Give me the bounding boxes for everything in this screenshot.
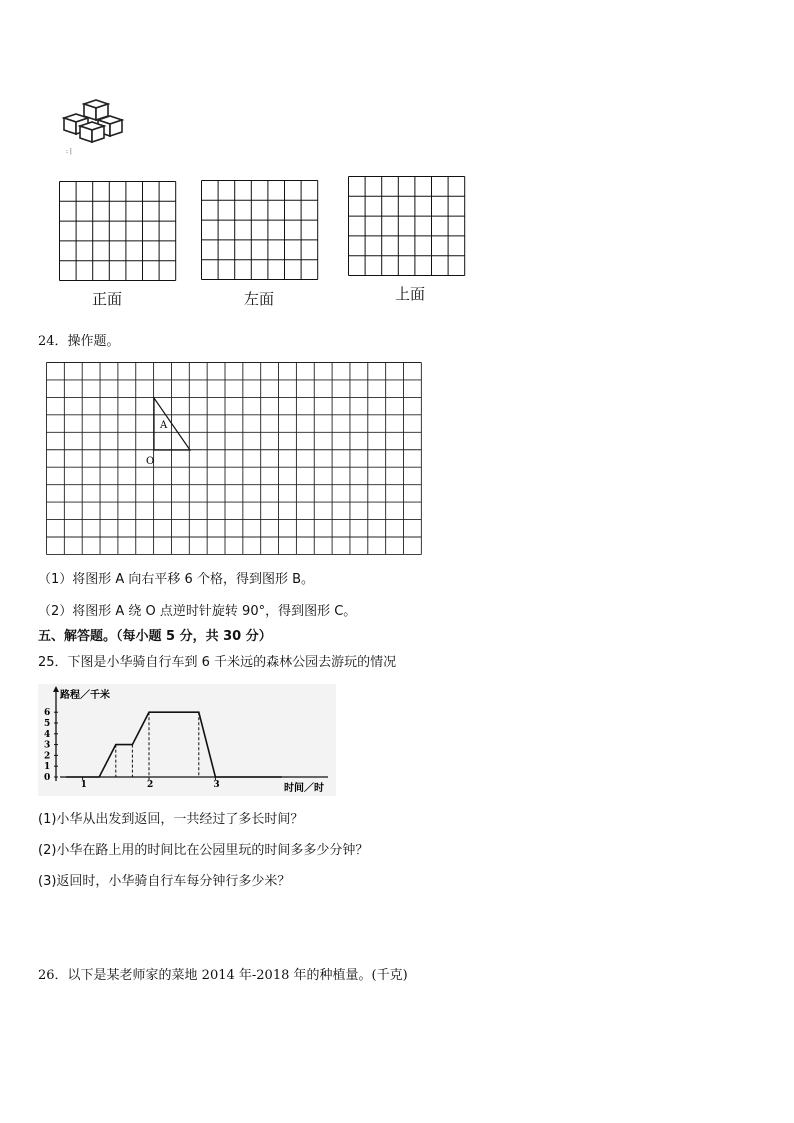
left-view-label: 左面 (244, 290, 275, 308)
point-o-label: O (146, 456, 155, 467)
q24-task-1: （1）将图形 A 向右平移 6 个格，得到图形 B。 (38, 572, 315, 587)
q24-title: 24．操作题。 (38, 334, 120, 349)
q25-title: 25．下图是小华骑自行车到 6 千米远的森林公园去游玩的情况 (38, 655, 397, 670)
q26-title: 26．以下是某老师家的菜地 2014 年-2018 年的种植量。(千克) (38, 968, 408, 983)
section-5-title: 五、解答题。（每小题 5 分，共 30 分） (38, 629, 272, 644)
y-axis-label: 路程／千米 (60, 690, 110, 701)
q24-task-2: （2）将图形 A 绕 O 点逆时针旋转 90°，得到图形 C。 (38, 604, 357, 619)
y-tick-label: 6 (44, 708, 51, 719)
top-view-grid (348, 176, 466, 278)
q25-question-2: (2)小华在路上用的时间比在公园里玩的时间多多少分钟？ (38, 843, 369, 858)
y-tick-label: 0 (44, 773, 51, 783)
x-tick-label: 2 (147, 780, 154, 790)
q25-question-1: (1)小华从出发到返回，一共经过了多长时间？ (38, 812, 304, 827)
shape-a-label: A (160, 420, 168, 431)
x-axis-label: 时间／时 (284, 783, 324, 794)
y-tick-label: 1 (44, 762, 51, 773)
svg-text:: |: : | (66, 148, 72, 155)
top-view-label: 上面 (395, 285, 426, 303)
q25-question-3: (3)返回时，小华骑自行车每分钟行多少米？ (38, 874, 291, 889)
y-tick-label: 2 (44, 751, 51, 762)
y-tick-label: 5 (44, 719, 51, 729)
distance-time-chart (38, 684, 336, 796)
y-tick-label: 3 (44, 740, 51, 751)
y-tick-label: 4 (44, 729, 51, 740)
front-view-label: 正面 (92, 290, 123, 308)
x-tick-label: 3 (213, 780, 220, 790)
left-view-grid (201, 180, 319, 281)
operation-grid (46, 362, 424, 556)
cube-stack-figure (56, 96, 126, 156)
front-view-grid (59, 181, 177, 282)
x-tick-label: 1 (80, 780, 87, 790)
